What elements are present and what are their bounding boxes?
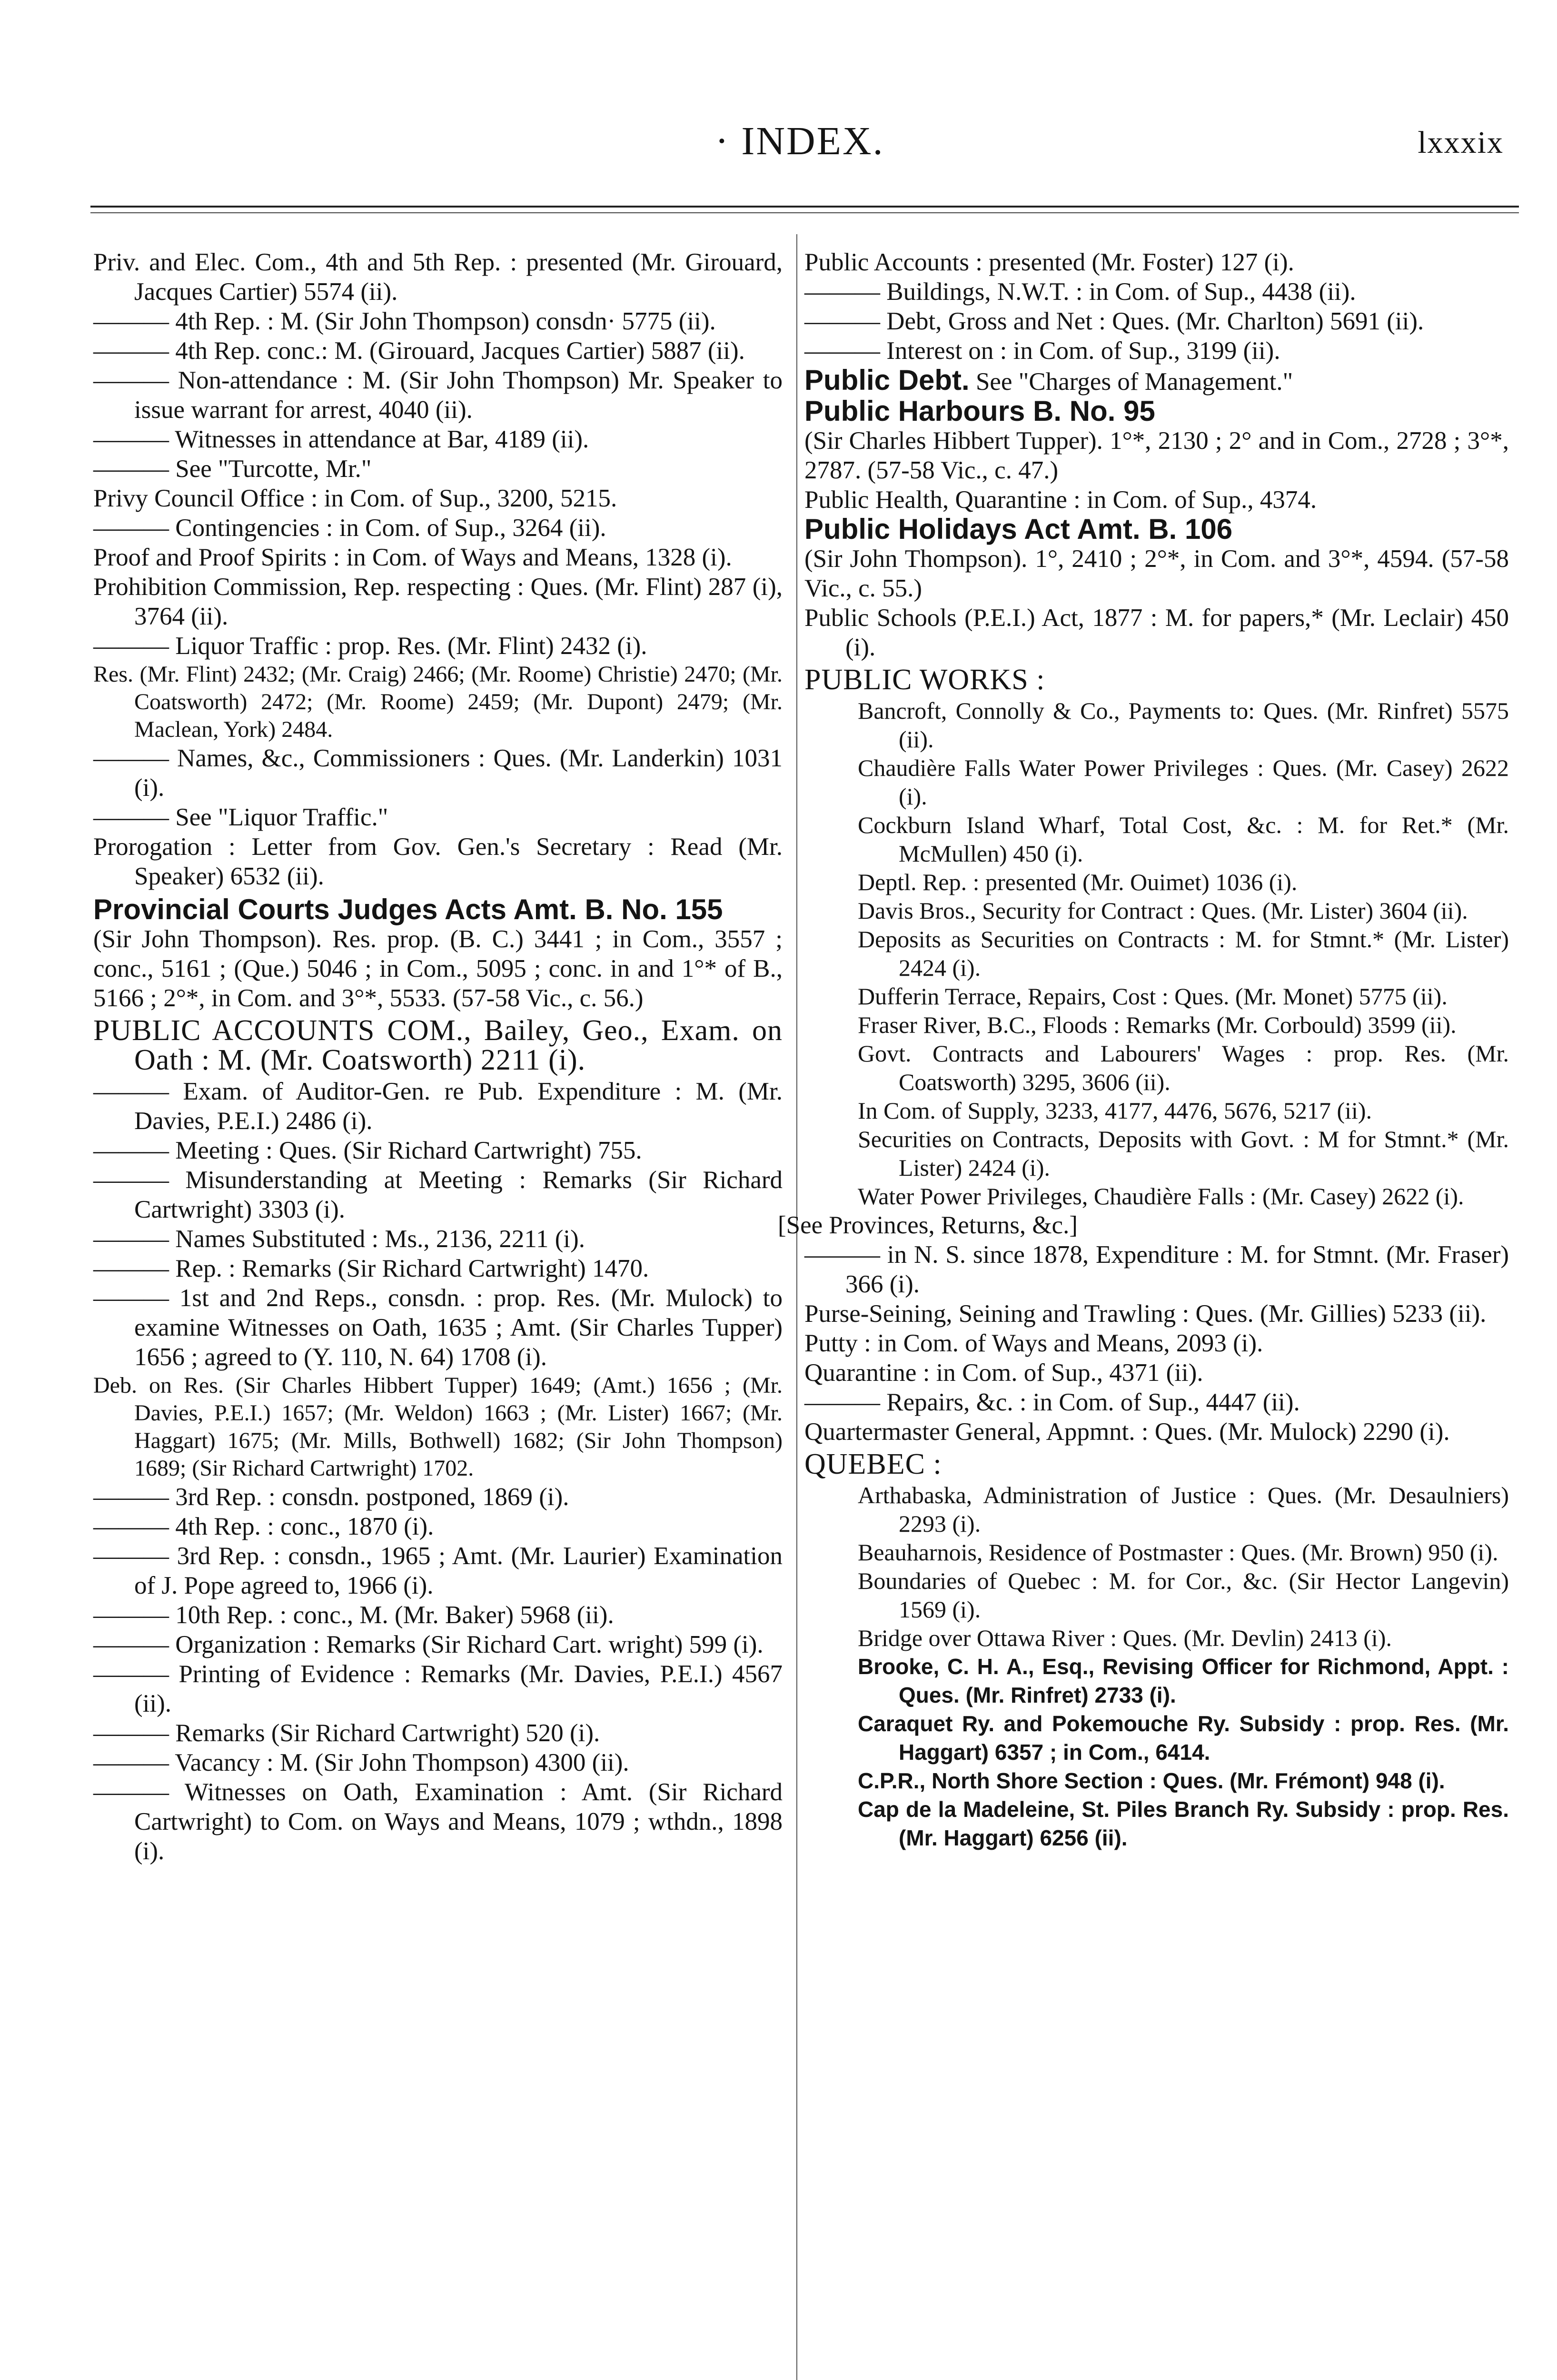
subentry: Dufferin Terrace, Repairs, Cost : Ques. (Mr. Monet) 5775 (ii). <box>858 983 1448 1010</box>
index-entry: ——— Interest on : in Com. of Sup., 3199 (ii). <box>804 337 1280 365</box>
subentry: Beauharnois, Residence of Postmaster : Ques. (Mr. Brown) 950 (i). <box>858 1539 1498 1566</box>
index-entry: ——— Exam. of Auditor-Gen. re Pub. Expenditure : M. (Mr. Davies, P.E.I.) 2486 (i). <box>93 1078 783 1135</box>
index-entry: ——— 1st and 2nd Reps., consdn. : prop. Res. (Mr. Mulock) to examine Witnesses on Oath, 1635 ; Amt. (Sir Charles Tupper) 1656 ; agreed to (Y. 110, N. 64) 1708 (i). <box>93 1284 783 1371</box>
cross-reference: [See Provinces, Returns, &c.] <box>778 1211 1078 1239</box>
cross-reference: See "Charges of Management." <box>975 368 1293 396</box>
subentry: Deptl. Rep. : presented (Mr. Ouimet) 1036 (i). <box>858 869 1298 895</box>
index-entry: ——— 3rd Rep. : consdn., 1965 ; Amt. (Mr. Laurier) Examination of J. Pope agreed to, 1966 (i). <box>93 1542 783 1599</box>
subentry: Bancroft, Connolly & Co., Payments to: Ques. (Mr. Rinfret) 5575 (ii). <box>858 697 1509 753</box>
section-heading: PUBLIC ACCOUNTS COM., Bailey, Geo., Exam. on Oath : M. (Mr. Coatsworth) 2211 (i). <box>93 1014 783 1076</box>
index-entry: ——— Debt, Gross and Net : Ques. (Mr. Charlton) 5691 (ii). <box>804 307 1424 335</box>
index-entry: ——— Rep. : Remarks (Sir Richard Cartwright) 1470. <box>93 1255 649 1282</box>
section-heading: QUEBEC : <box>804 1448 942 1480</box>
bill-heading: Public Holidays Act Amt. B. 106 <box>804 513 1233 545</box>
index-entry: ——— Meeting : Ques. (Sir Richard Cartwright) 755. <box>93 1137 642 1164</box>
subentry: C.P.R., North Shore Section : Ques. (Mr. Frémont) 948 (i). <box>858 1768 1445 1793</box>
index-entry: Quarantine : in Com. of Sup., 4371 (ii). <box>804 1359 1203 1387</box>
index-entry: Privy Council Office : in Com. of Sup., 3200, 5215. <box>93 485 617 512</box>
index-entry: ——— Misunderstanding at Meeting : Remarks (Sir Richard Cartwright) 3303 (i). <box>93 1166 783 1223</box>
index-entry: (Sir Charles Hibbert Tupper). 1°*, 2130 ; 2° and in Com., 2728 ; 3°*, 2787. (57-58 Vic., c. 47.) <box>804 427 1509 484</box>
subentry: Chaudière Falls Water Power Privileges : Ques. (Mr. Casey) 2622 (i). <box>858 754 1509 810</box>
index-entry: ——— Vacancy : M. (Sir John Thompson) 4300 (ii). <box>93 1749 629 1776</box>
index-entry: ——— Liquor Traffic : prop. Res. (Mr. Flint) 2432 (i). <box>93 632 647 660</box>
column-divider <box>796 234 797 2380</box>
right-column <box>778 248 1509 1852</box>
index-entry: ——— Printing of Evidence : Remarks (Mr. Davies, P.E.I.) 4567 (ii). <box>93 1660 783 1717</box>
header-rule <box>90 206 1519 208</box>
index-entry: ——— 10th Rep. : conc., M. (Mr. Baker) 5968 (ii). <box>93 1601 614 1629</box>
index-entry: ——— Contingencies : in Com. of Sup., 3264 (ii). <box>93 514 606 542</box>
subentry: Brooke, C. H. A., Esq., Revising Officer for Richmond, Appt. : Ques. (Mr. Rinfret) 2733 (i). <box>858 1654 1509 1707</box>
index-entry: ——— Non-attendance : M. (Sir John Thompson) Mr. Speaker to issue warrant for arrest, 4040 (ii). <box>93 367 783 424</box>
index-entry: ——— See "Turcotte, Mr." <box>93 455 372 483</box>
bill-heading: Public Debt. <box>804 364 970 396</box>
subentry: In Com. of Supply, 3233, 4177, 4476, 5676, 5217 (ii). <box>858 1097 1372 1124</box>
index-entry: Priv. and Elec. Com., 4th and 5th Rep. : presented (Mr. Girouard, Jacques Cartier) 5574 (ii). <box>93 248 783 306</box>
index-entry: ——— Names, &c., Commissioners : Ques. (Mr. Landerkin) 1031 (i). <box>93 744 783 802</box>
subentry: Fraser River, B.C., Floods : Remarks (Mr. Corbould) 3599 (ii). <box>858 1012 1457 1038</box>
index-entry: Deb. on Res. (Sir Charles Hibbert Tupper) 1649; (Amt.) 1656 ; (Mr. Davies, P.E.I.) 1657; (Mr. Weldon) 1663 ; (Mr. Lister) 1667; (Mr. Haggart) 1675; (Mr. Mills, Bothwell) 1682; (Sir John Thompson) 1689; (Sir Richard Cartwright) 1702. <box>93 1373 783 1481</box>
section-heading: PUBLIC WORKS : <box>804 664 1045 696</box>
subentry: Cockburn Island Wharf, Total Cost, &c. : M. for Ret.* (Mr. McMullen) 450 (i). <box>858 812 1509 867</box>
subentry: Bridge over Ottawa River : Ques. (Mr. Devlin) 2413 (i). <box>858 1625 1392 1651</box>
index-entry: Public Health, Quarantine : in Com. of Sup., 4374. <box>804 486 1317 514</box>
bill-heading: Public Harbours B. No. 95 <box>804 395 1155 427</box>
subentry: Boundaries of Quebec : M. for Cor., &c. (Sir Hector Langevin) 1569 (i). <box>858 1567 1509 1623</box>
index-entry: ——— Names Substituted : Ms., 2136, 2211 (i). <box>93 1225 585 1253</box>
header-rule-thin <box>90 212 1519 213</box>
index-entry: ——— in N. S. since 1878, Expenditure : M. for Stmnt. (Mr. Fraser) 366 (i). <box>804 1241 1509 1298</box>
subentry: Arthabaska, Administration of Justice : Ques. (Mr. Desaulniers) 2293 (i). <box>858 1482 1509 1537</box>
page-number: lxxxix <box>1418 125 1504 160</box>
index-entry: Res. (Mr. Flint) 2432; (Mr. Craig) 2466; (Mr. Roome) Christie) 2470; (Mr. Coatsworth) 2472; (Mr. Roome) 2459; (Mr. Dupont) 2479; (Mr. Maclean, York) 2484. <box>93 662 783 742</box>
subentry: Govt. Contracts and Labourers' Wages : prop. Res. (Mr. Coatsworth) 3295, 3606 (ii). <box>858 1040 1509 1095</box>
index-entry: Proof and Proof Spirits : in Com. of Ways and Means, 1328 (i). <box>93 544 732 571</box>
index-entry: Quartermaster General, Appmnt. : Ques. (Mr. Mulock) 2290 (i). <box>804 1418 1450 1446</box>
subentry: Caraquet Ry. and Pokemouche Ry. Subsidy : prop. Res. (Mr. Haggart) 6357 ; in Com., 6414. <box>858 1711 1509 1765</box>
bill-heading: Provincial Courts Judges Acts Amt. B. No. 155 <box>93 893 723 925</box>
subentry: Cap de la Madeleine, St. Piles Branch Ry. Subsidy : prop. Res. (Mr. Haggart) 6256 (ii). <box>858 1797 1509 1850</box>
index-entry: ——— Organization : Remarks (Sir Richard Cart. wright) 599 (i). <box>93 1631 764 1658</box>
subentry: Deposits as Securities on Contracts : M. for Stmnt.* (Mr. Lister) 2424 (i). <box>858 926 1509 981</box>
subentry: Davis Bros., Security for Contract : Ques. (Mr. Lister) 3604 (ii). <box>858 897 1468 924</box>
index-entry: ——— 3rd Rep. : consdn. postponed, 1869 (i). <box>93 1483 569 1511</box>
index-entry: ——— 4th Rep. conc.: M. (Girouard, Jacques Cartier) 5887 (ii). <box>93 337 745 365</box>
index-entry: Prorogation : Letter from Gov. Gen.'s Secretary : Read (Mr. Speaker) 6532 (ii). <box>93 833 783 890</box>
index-entry: ——— Remarks (Sir Richard Cartwright) 520 (i). <box>93 1719 600 1747</box>
index-entry: ——— Repairs, &c. : in Com. of Sup., 4447 (ii). <box>804 1388 1300 1416</box>
page-title: · INDEX. <box>715 119 884 163</box>
index-entry: Purse-Seining, Seining and Trawling : Ques. (Mr. Gillies) 5233 (ii). <box>804 1300 1487 1328</box>
index-entry: Putty : in Com. of Ways and Means, 2093 (i). <box>804 1329 1263 1357</box>
subentry: Water Power Privileges, Chaudière Falls : (Mr. Casey) 2622 (i). <box>858 1183 1464 1210</box>
index-entry: ——— Witnesses on Oath, Examination : Amt. (Sir Richard Cartwright) to Com. on Ways and Means, 1079 ; wthdn., 1898 (i). <box>93 1778 783 1865</box>
index-entry: Public Accounts : presented (Mr. Foster) 127 (i). <box>804 248 1294 276</box>
left-column <box>93 248 783 1866</box>
index-entry: Public Schools (P.E.I.) Act, 1877 : M. for papers,* (Mr. Leclair) 450 (i). <box>804 604 1509 661</box>
index-entry: ——— 4th Rep. : conc., 1870 (i). <box>93 1513 434 1540</box>
index-entry: Prohibition Commission, Rep. respecting : Ques. (Mr. Flint) 287 (i), 3764 (ii). <box>93 573 783 630</box>
subentry: Securities on Contracts, Deposits with Govt. : M for Stmnt.* (Mr. Lister) 2424 (i). <box>858 1126 1509 1181</box>
index-entry: (Sir John Thompson). Res. prop. (B. C.) 3441 ; in Com., 3557 ; conc., 5161 ; (Que.) 5046 ; in Com., 5095 ; conc. in and 1°* of B., 5166 ; 2°*, in Com. and 3°*, 5533. (57-58 Vic., c. 56.) <box>93 925 783 1012</box>
index-entry: ——— 4th Rep. : M. (Sir John Thompson) consdn· 5775 (ii). <box>93 307 716 335</box>
index-entry: (Sir John Thompson). 1°, 2410 ; 2°*, in Com. and 3°*, 4594. (57-58 Vic., c. 55.) <box>804 545 1509 602</box>
index-entry: ——— See "Liquor Traffic." <box>93 803 388 831</box>
index-entry: ——— Witnesses in attendance at Bar, 4189 (ii). <box>93 426 589 453</box>
index-entry: ——— Buildings, N.W.T. : in Com. of Sup., 4438 (ii). <box>804 278 1356 306</box>
index-entry <box>804 366 1509 397</box>
